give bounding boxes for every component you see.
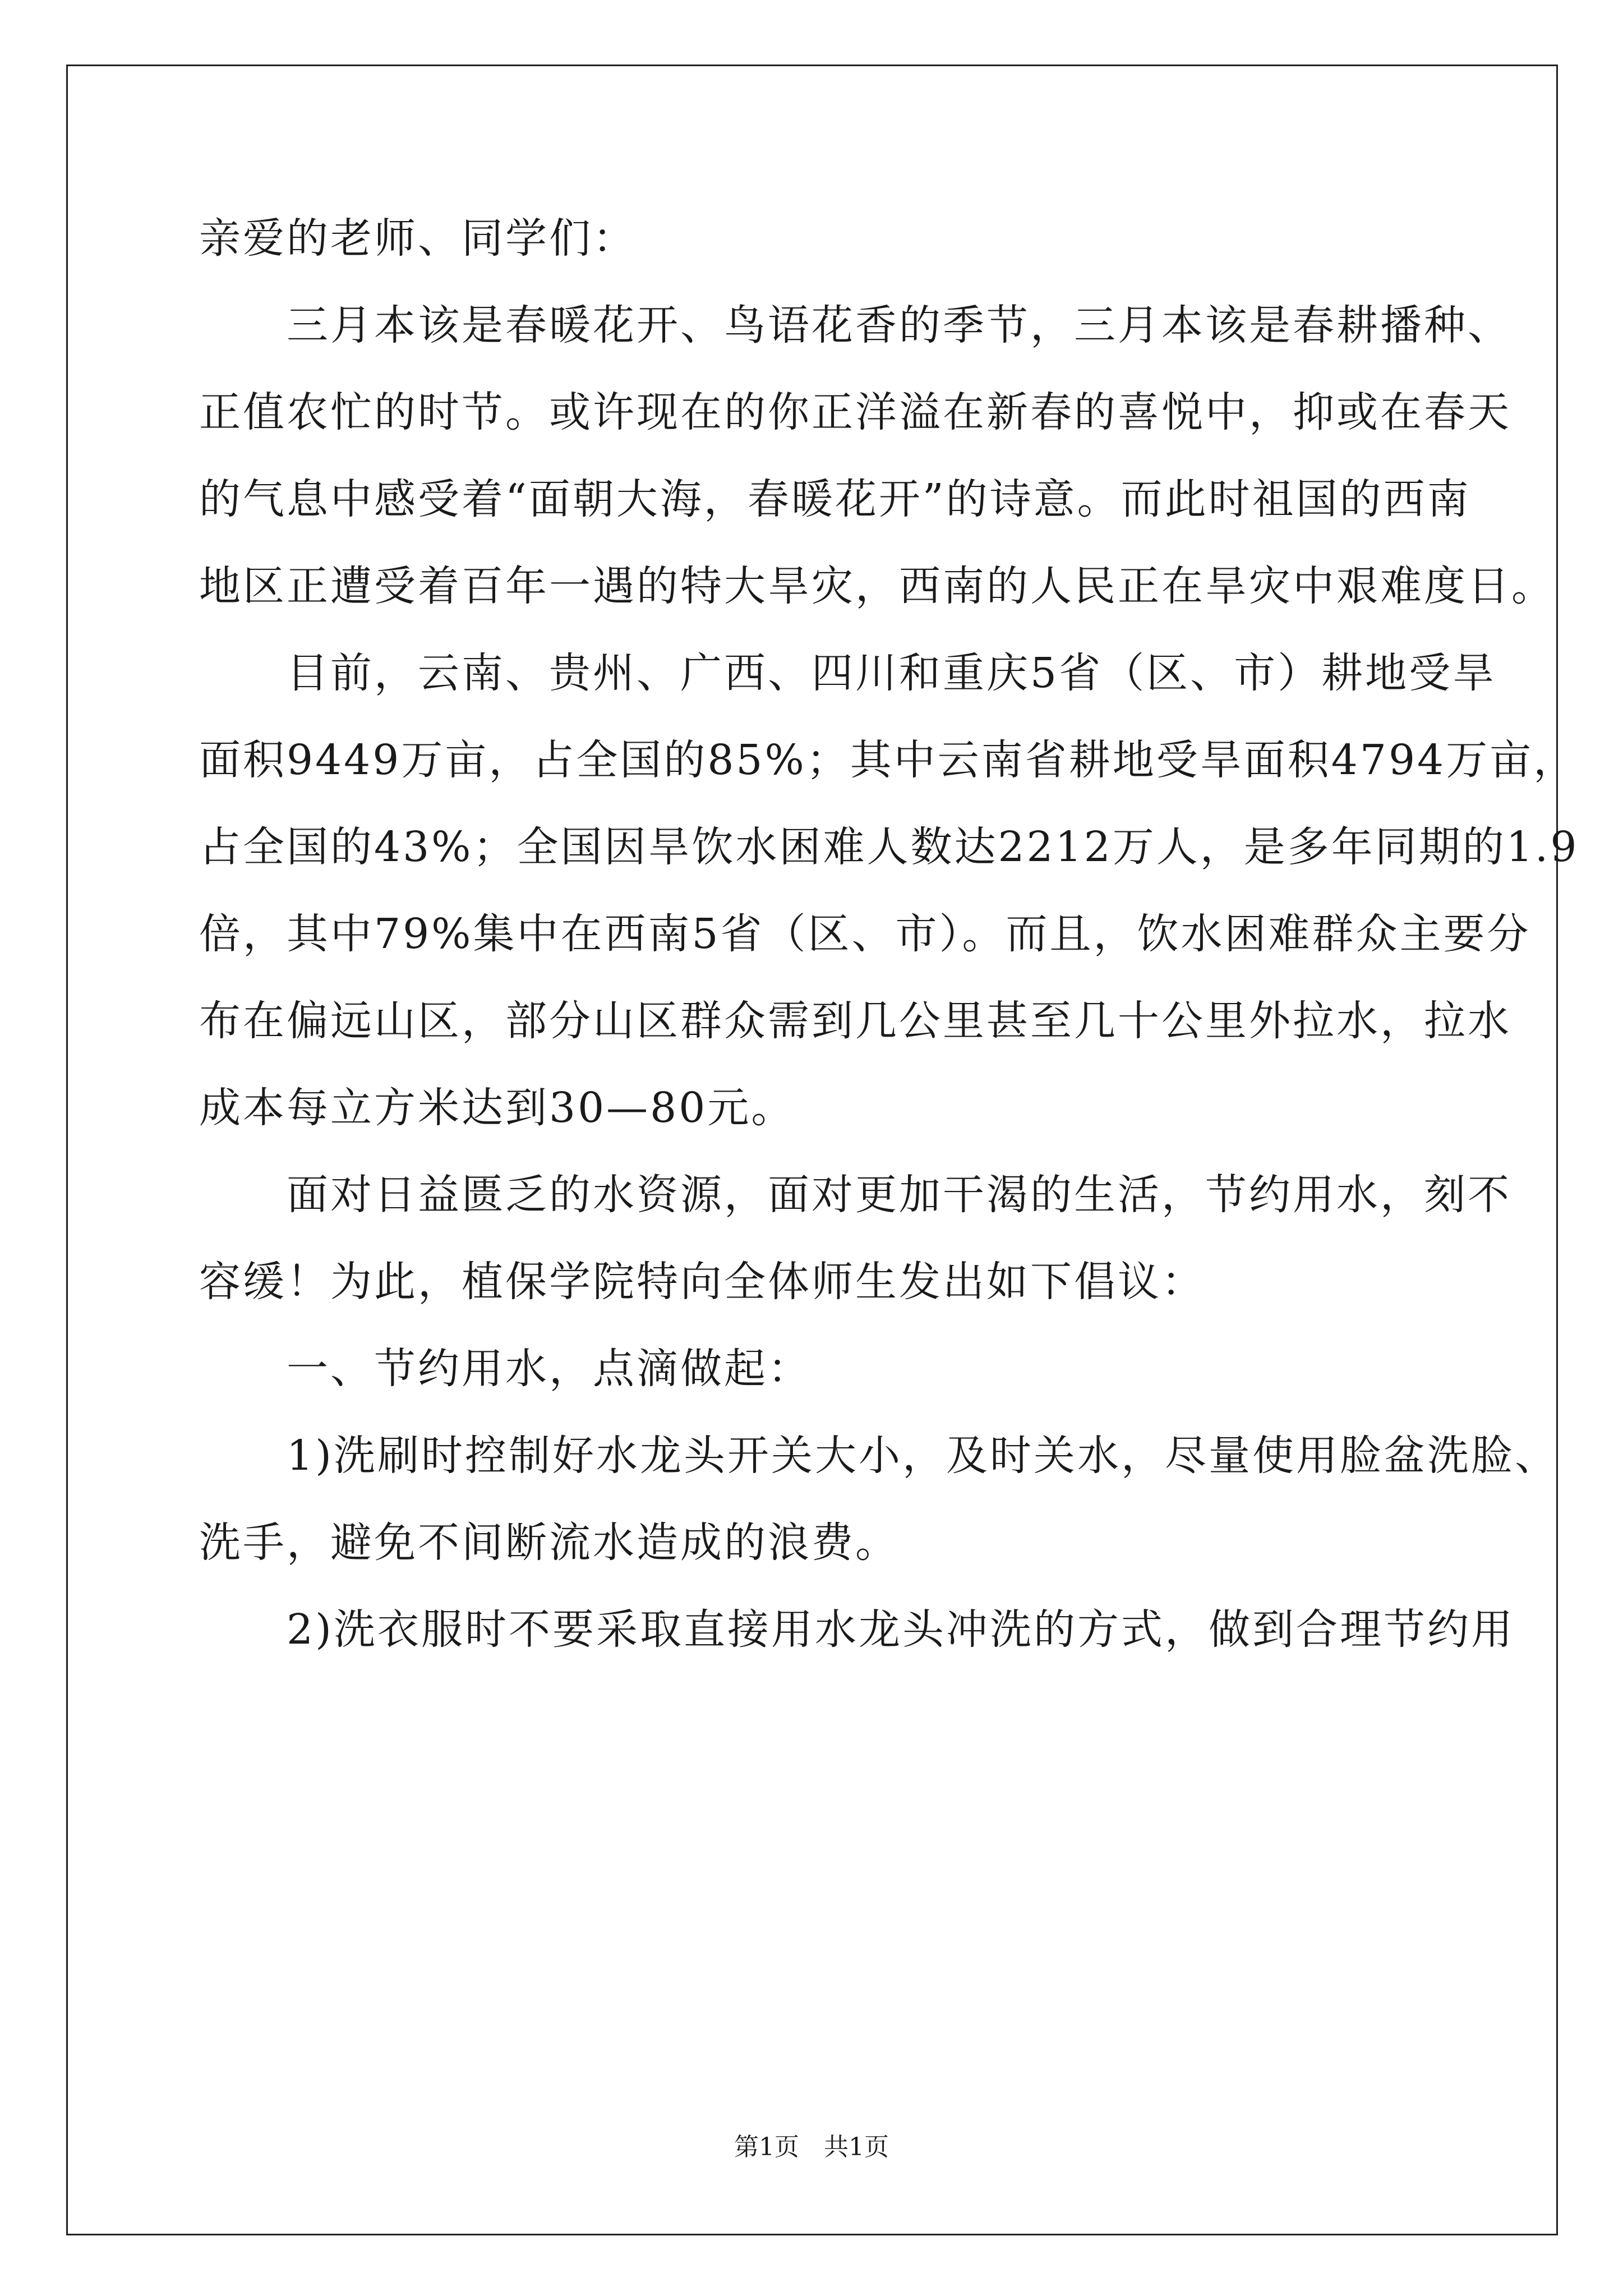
- text-line: 布在偏远山区，部分山区群众需到几公里甚至几十公里外拉水，拉水: [199, 997, 1511, 1045]
- page-footer: 第1页 共1页: [734, 2133, 889, 2161]
- text-line: 的气息中感受着“面朝大海，春暖花开”的诗意。而此时祖国的西南: [199, 475, 1471, 523]
- text-line: 容缓！为此，植保学院特向全体师生发出如下倡议：: [199, 1258, 1205, 1306]
- text-line: 亲爱的老师、同学们：: [199, 214, 637, 263]
- text-line: 面对日益匮乏的水资源，面对更加干渴的生活，节约用水，刻不: [199, 1171, 1511, 1219]
- text-line: 1)洗刷时控制好水龙头开关大小，及时关水，尽量使用脸盆洗脸、: [199, 1432, 1559, 1480]
- text-line: 三月本该是春暖花开、鸟语花香的季节，三月本该是春耕播种、: [199, 301, 1511, 349]
- text-line: 正值农忙的时节。或许现在的你正洋溢在新春的喜悦中，抑或在春天: [199, 388, 1511, 436]
- text-line: 目前，云南、贵州、广西、四川和重庆5省（区、市）耕地受旱: [199, 649, 1497, 697]
- text-line: 倍，其中79%集中在西南5省（区、市）。而且，饮水困难群众主要分: [199, 910, 1531, 958]
- text-line: 一、节约用水，点滴做起：: [199, 1345, 811, 1393]
- text-line: 地区正遭受着百年一遇的特大旱灾，西南的人民正在旱灾中艰难度日。: [199, 562, 1555, 610]
- text-line: 洗手，避免不间断流水造成的浪费。: [199, 1519, 899, 1567]
- document-body: [199, 213, 1579, 1655]
- text-line: 面积9449万亩，占全国的85%；其中云南省耕地受旱面积4794万亩，: [199, 736, 1578, 784]
- text-line: 成本每立方米达到30—80元。: [199, 1084, 795, 1132]
- text-line: 占全国的43%；全国因旱饮水困难人数达2212万人，是多年同期的1.9: [199, 823, 1579, 871]
- text-line: 2)洗衣服时不要采取直接用水龙头冲洗的方式，做到合理节约用: [199, 1605, 1515, 1654]
